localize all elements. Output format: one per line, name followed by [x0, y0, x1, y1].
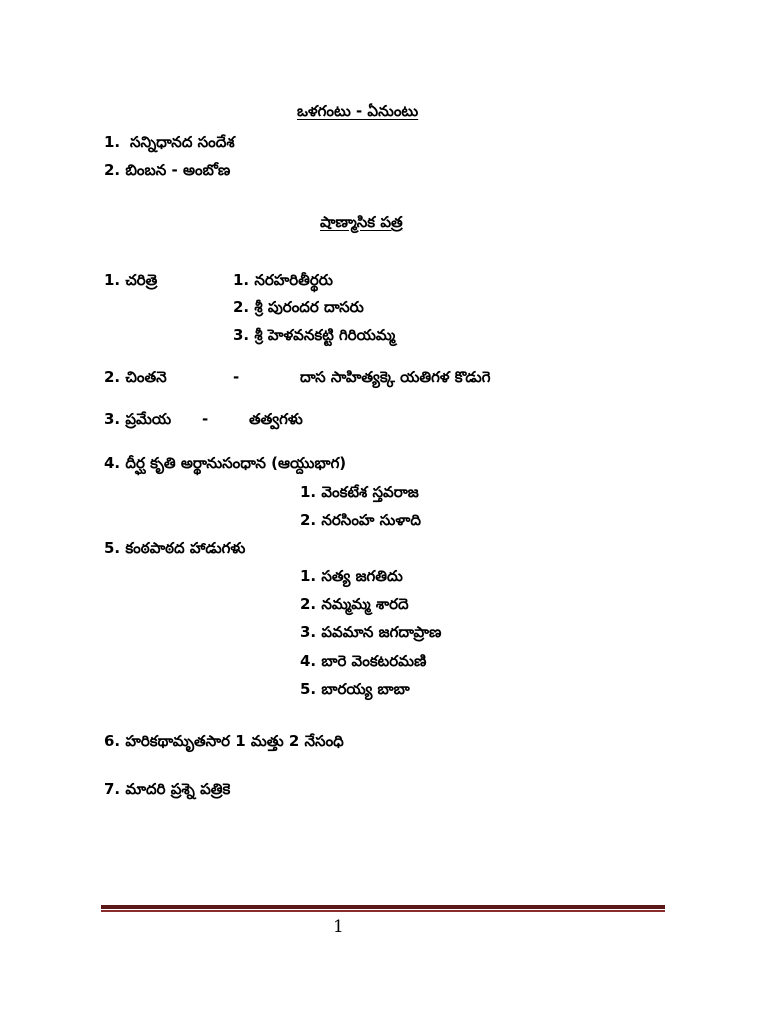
footer-rule: [101, 905, 665, 909]
section-1-label: 1. చరిత్రె: [104, 271, 158, 289]
section-2-text: దాస సాహిత్యక్కె యతిగళ కొడుగె: [300, 368, 491, 386]
section-1-item-1: 1. నరహరితీర్థరు: [233, 271, 333, 289]
section-3-label: 3. ప్రమేయ: [104, 410, 172, 428]
section-1-item-2: 2. శ్రీ పురందర దాసరు: [233, 298, 364, 316]
section-heading: షాణ్మాసిక పత్ర: [320, 213, 403, 231]
section-6-label: 6. హరికథామృతసార 1 మత్తు 2 నేసంధి: [104, 732, 344, 750]
section-1-item-3: 3. శ్రీ హెళవనకట్టి గిరియమ్మ: [233, 326, 396, 344]
section-5-item-4: 4. బారె వెంకటరమణి: [300, 652, 427, 670]
footer-rule-thin: [101, 910, 665, 912]
section-5-item-2: 2. నమ్మమ్మ శారదె: [300, 595, 409, 613]
section-2-label: 2. చింతనె: [104, 368, 167, 386]
section-3-text: తత్వగళు: [249, 410, 303, 428]
intro-item-1: సన్నిధానద సందేశ: [130, 133, 235, 151]
section-5-item-1: 1. సత్య జగతిదు: [300, 567, 403, 585]
page-number: 1: [333, 917, 344, 937]
intro-item-2: 2. బింబన - అంబోణ: [104, 161, 231, 179]
section-3-dash: -: [202, 410, 209, 428]
page-title: ఒళగంటు - ఏనుంటు: [297, 102, 419, 120]
section-7-label: 7. మాదరి ప్రశ్నె పత్రికె: [104, 780, 231, 798]
section-4-item-2: 2. నరసింహ సుళాది: [300, 511, 421, 529]
section-4-item-1: 1. వెంకటేశ స్తవరాజ: [300, 483, 419, 501]
section-5-item-3: 3. పవమాన జగదాప్రాణ: [300, 623, 442, 641]
section-5-label: 5. కంఠపాఠద హాడుగళు: [104, 539, 246, 557]
section-5-item-5: 5. బారయ్య బాబా: [300, 680, 410, 698]
intro-item-1-number: 1.: [104, 133, 121, 151]
section-4-label: 4. దీర్ఘ కృతి అర్థానుసంధాన (ఆయ్దుభాగ): [104, 454, 347, 472]
section-2-dash: -: [233, 368, 240, 386]
